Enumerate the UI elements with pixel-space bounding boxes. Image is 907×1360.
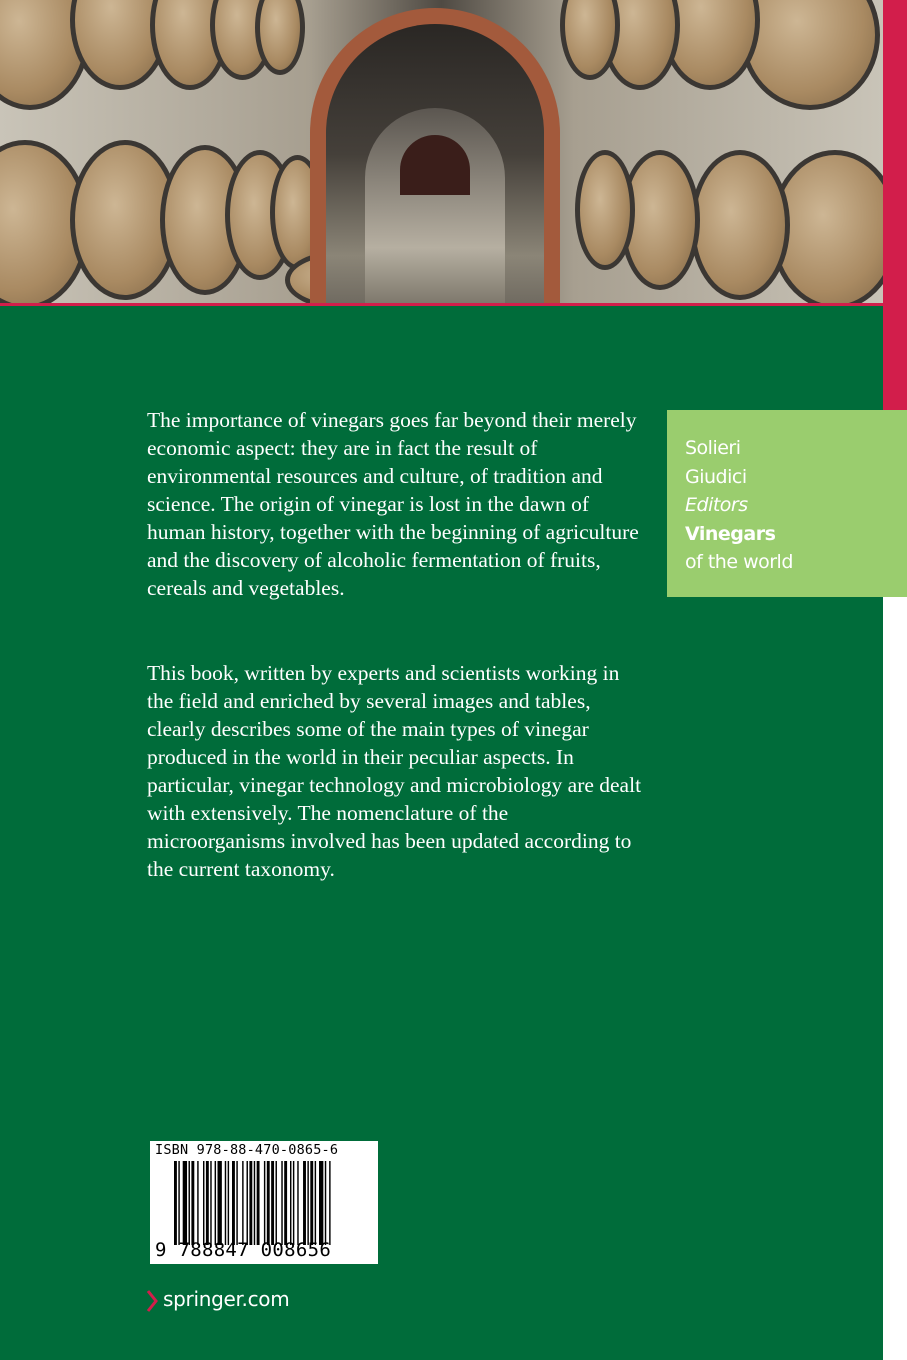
barcode-bar: [293, 1161, 294, 1245]
blurb-paragraph-1: The importance of vinegars goes far beyond their merely economic aspect: they are in fact the result of environmental resources and culture, of tradition and science. The origin of vinegar is lost in the dawn of human history, together with the beginning of agriculture and the discovery of alcoholic fermentation of fruits, cereals and vegetables.: [147, 408, 639, 600]
barcode-bar: [189, 1161, 190, 1245]
barcode-bar: [319, 1161, 323, 1245]
barcode-bar: [197, 1161, 198, 1245]
barcode-bar: [206, 1161, 209, 1245]
barcode-bar: [315, 1161, 316, 1245]
barcode-bar: [303, 1161, 306, 1245]
barcode-bar: [249, 1161, 252, 1245]
barrel: [690, 150, 790, 300]
barcode-bar: [254, 1161, 255, 1245]
barcode-bar: [310, 1161, 313, 1245]
side-title-box: [667, 410, 907, 597]
barcode-bar: [183, 1161, 187, 1245]
editor-name-2: Giudici: [685, 465, 747, 488]
barcode-bar: [267, 1161, 270, 1245]
barcode-bar: [218, 1161, 222, 1245]
barcode-bar: [225, 1161, 226, 1245]
barrel: [575, 150, 635, 270]
barcode-bar: [242, 1161, 243, 1245]
barcode-bar: [281, 1161, 282, 1245]
isbn-number: ISBN 978-88-470-0865-6: [155, 1142, 339, 1158]
barcode-bar: [284, 1161, 287, 1245]
barcode-bar: [178, 1161, 179, 1245]
barcode-bar: [203, 1161, 204, 1245]
barcode-bar: [325, 1161, 326, 1245]
barcode-bar: [228, 1161, 229, 1245]
barcode-bar: [271, 1161, 274, 1245]
barcode-bars: [174, 1161, 370, 1245]
chevron-right-icon: [146, 1290, 158, 1312]
barcode-bar: [174, 1161, 177, 1245]
barcode-bar: [215, 1161, 216, 1245]
barcode-bar: [276, 1161, 277, 1245]
barcode-bar: [329, 1161, 330, 1245]
barcode-bar: [191, 1161, 194, 1245]
barcode-bar: [290, 1161, 291, 1245]
barcode-bar: [264, 1161, 265, 1245]
barcode-bar: [232, 1161, 235, 1245]
editors-role: Editors: [685, 494, 748, 516]
barcode-bar: [307, 1161, 308, 1245]
barcode-bar: [247, 1161, 248, 1245]
editor-name-1: Solieri: [685, 437, 741, 459]
barcode-bar: [257, 1161, 260, 1245]
cover-photo-wine-cellar: [0, 0, 883, 303]
barcode-bar: [236, 1161, 237, 1245]
book-title: Vinegars: [685, 522, 776, 545]
barcode-digits: 9 788847 008656: [155, 1239, 332, 1261]
book-subtitle: of the world: [685, 551, 793, 573]
barcode-bar: [210, 1161, 211, 1245]
isbn-barcode: [150, 1141, 378, 1264]
crimson-side-band: [883, 0, 907, 410]
barcode-bar: [297, 1161, 298, 1245]
publisher-url: springer.com: [163, 1287, 290, 1311]
blurb-paragraph-2: This book, written by experts and scientists working in the field and enriched by several images and tables, clearly describes some of the main types of vinegar produced in the world in their peculiar aspects. In particular, vinegar technology and microbiology are dealt with extensively. The nomenclature of the microorganisms involved has been updated according to the current taxonomy.: [147, 661, 642, 881]
